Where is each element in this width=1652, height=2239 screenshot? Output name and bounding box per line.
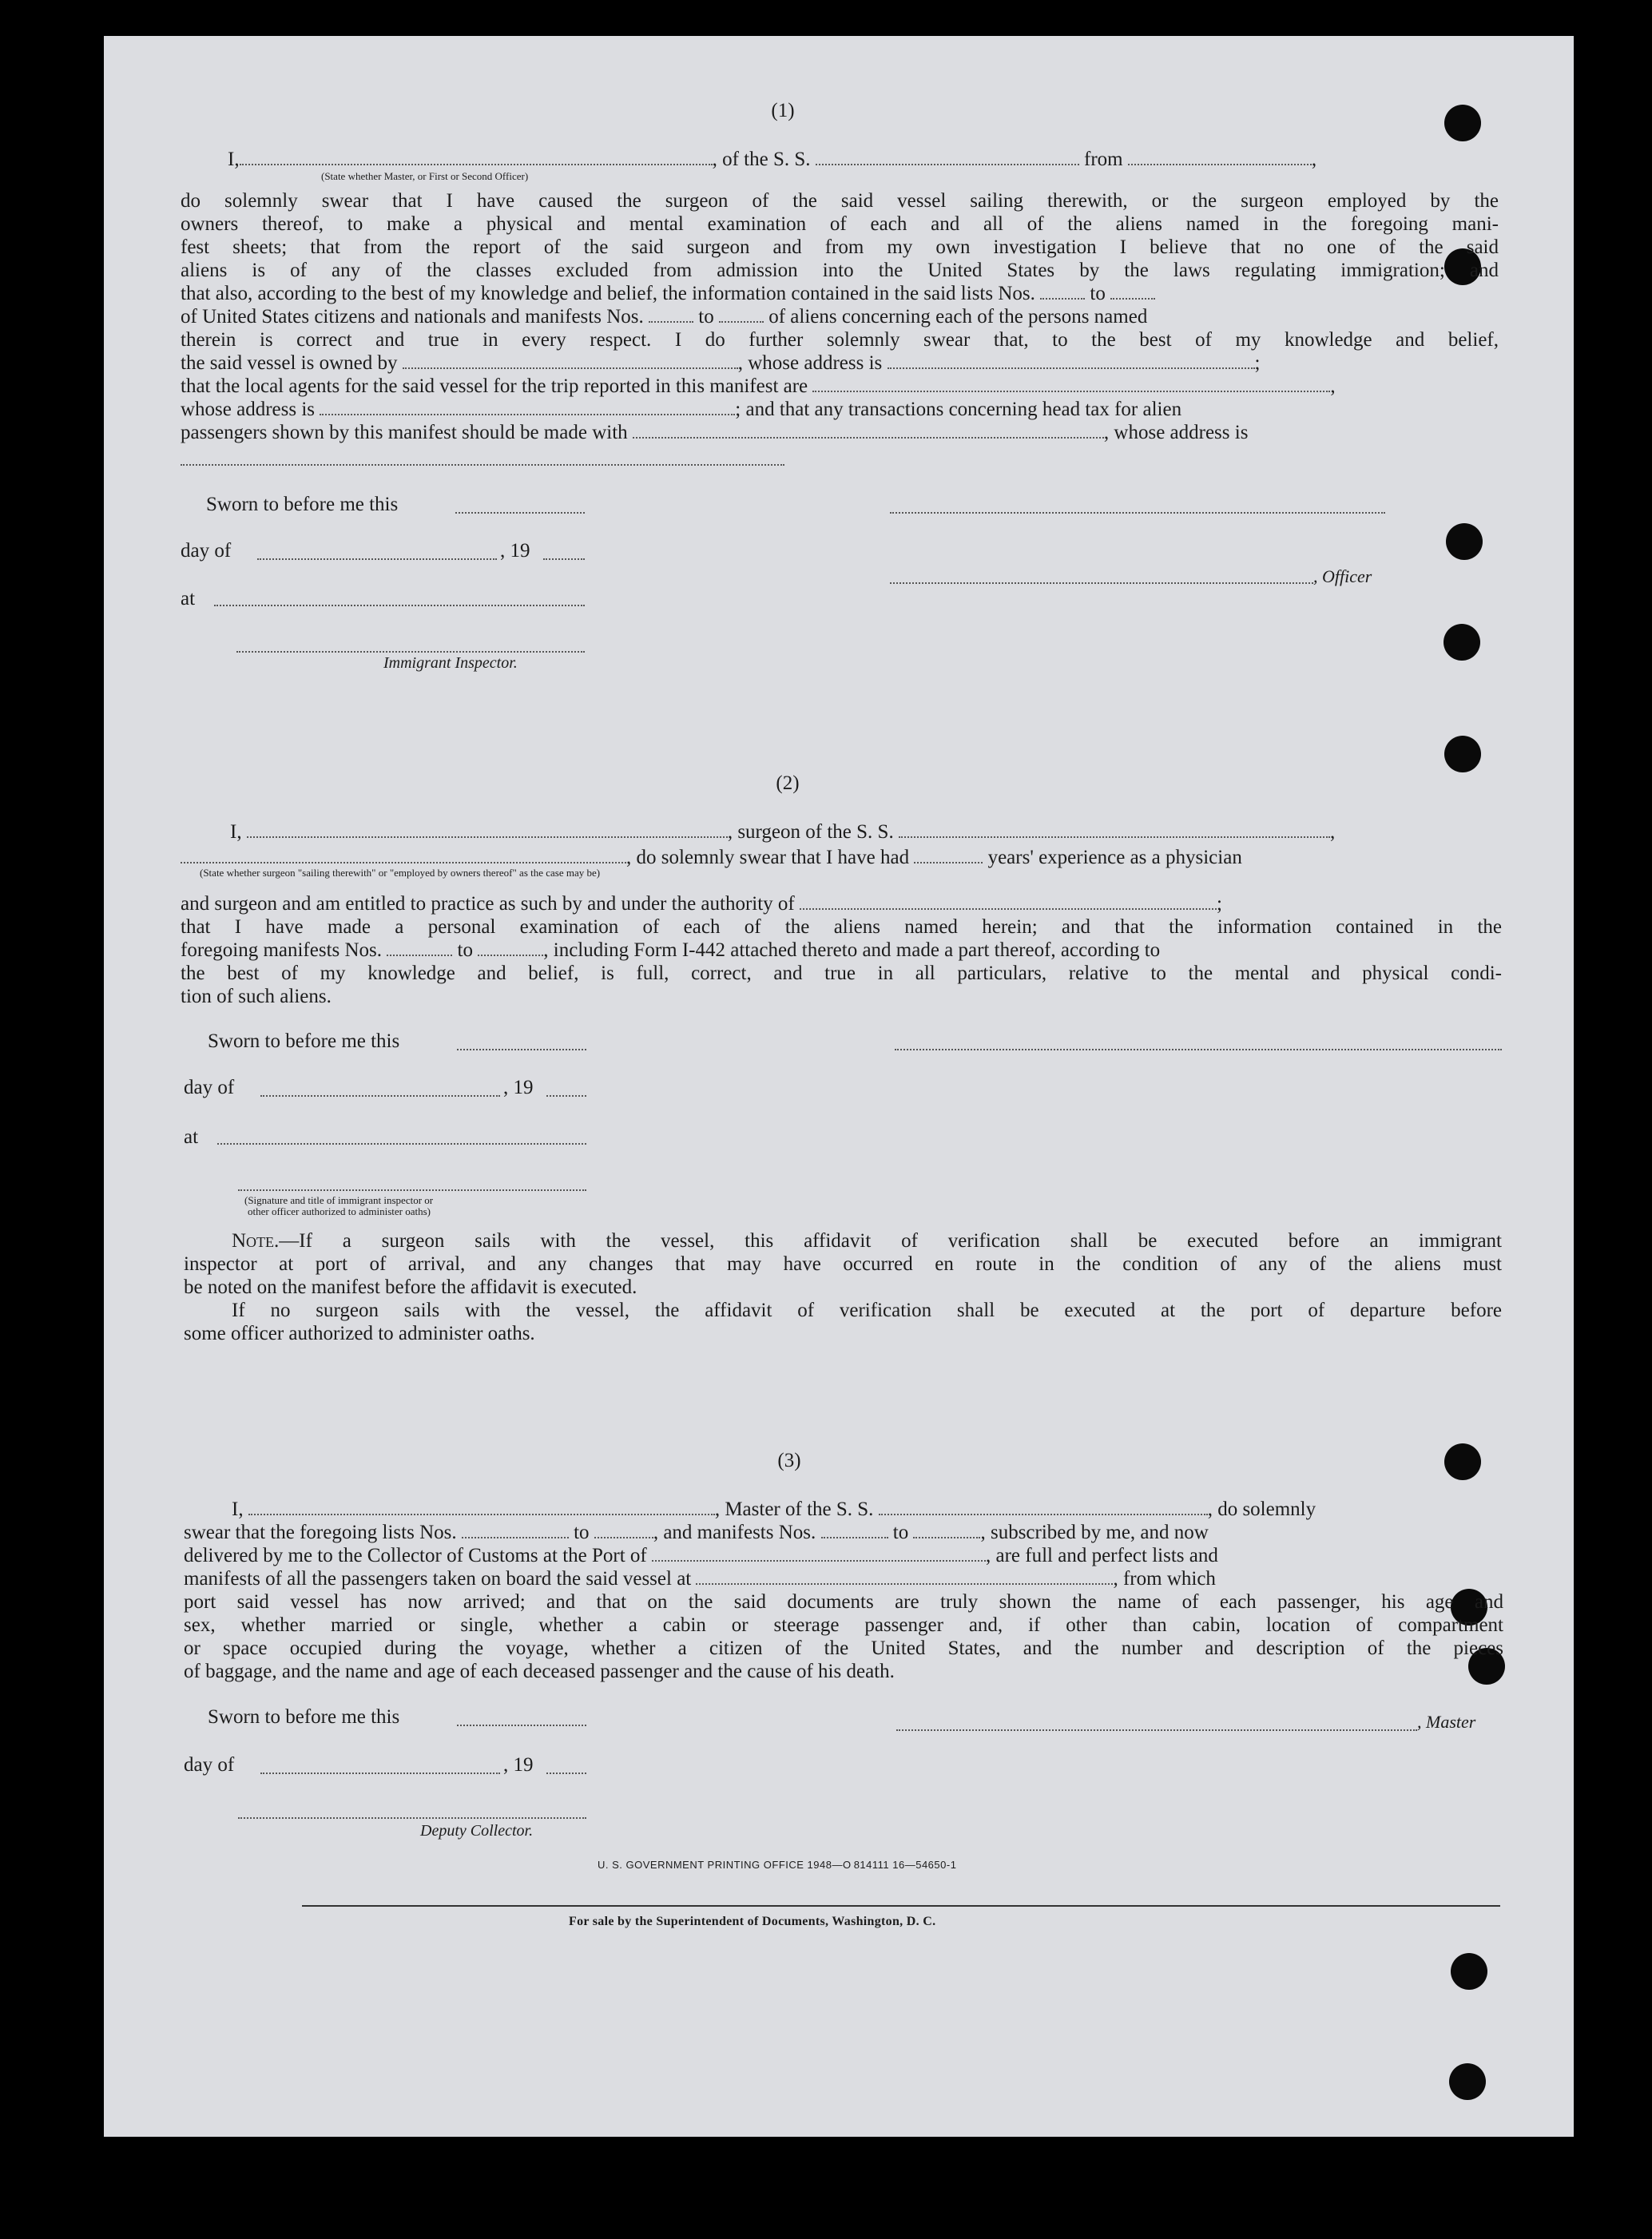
owner-field[interactable] [403, 351, 738, 369]
officer-label: , Officer [1313, 566, 1372, 586]
lists-from-field[interactable] [1040, 282, 1085, 300]
oath-line [230, 820, 1502, 844]
text: , whose address is [1103, 422, 1249, 443]
paragraph-line: owners thereof, to make a physical and mental examination of each and all of the aliens named in the foregoing mani- [181, 213, 1499, 235]
text: from [1084, 149, 1123, 170]
text: , [1329, 821, 1336, 843]
paragraph-line [181, 398, 1499, 421]
master-label: , Master [1417, 1712, 1476, 1732]
manifests-to-field[interactable] [913, 1521, 980, 1538]
text: to [457, 939, 473, 961]
text: I, [230, 821, 242, 843]
lists-to-field[interactable] [594, 1521, 653, 1538]
paragraph-line: of baggage, and the name and age of each deceased passenger and the cause of his death. [184, 1661, 895, 1682]
surgeon-status-field[interactable] [181, 846, 626, 863]
lists-to-field[interactable] [1110, 282, 1155, 300]
master-signature-field[interactable] [896, 1729, 1417, 1731]
text: , from which [1113, 1568, 1216, 1590]
paragraph-line: sex, whether married or single, whether a cabin or steerage passenger and, if other than cabin, location of compartment [184, 1614, 1503, 1636]
surgeon-name-field[interactable] [247, 820, 728, 838]
local-agents-field[interactable] [812, 375, 1330, 392]
text: , are full and perfect lists and [986, 1545, 1218, 1566]
note-label: Note. [232, 1230, 280, 1252]
signature-caption: other officer authorized to administer oaths) [248, 1205, 431, 1217]
collector-signature-field[interactable] [238, 1817, 586, 1819]
section-1-heading: (1) [771, 100, 795, 121]
paragraph-line [181, 282, 1499, 305]
manifests-to-field[interactable] [478, 939, 543, 956]
vessel-name-field[interactable] [816, 148, 1079, 165]
master-name-field[interactable] [248, 1498, 715, 1515]
day-of-label: day of [181, 540, 232, 562]
paragraph-line: that I have made a personal examination of each of the aliens named herein; and that the information contained in the [181, 916, 1502, 938]
text: years' experience as a physician [987, 847, 1242, 868]
paragraph-line [181, 375, 1499, 398]
manifests-from-field[interactable] [387, 939, 452, 956]
note-line: If no surgeon sails with the vessel, the affidavit of verification shall be executed at the port of departure before [232, 1300, 1502, 1321]
sworn-label: Sworn to before me this [208, 1030, 400, 1052]
paragraph-line: do solemnly swear that I have caused the surgeon of the said vessel sailing therewith, or the surgeon employed by the [181, 190, 1499, 212]
head-tax-address-field[interactable] [181, 464, 784, 466]
day-of-field[interactable] [257, 558, 497, 560]
punch-hole [1444, 105, 1481, 141]
paragraph-line [181, 421, 1499, 444]
oath-line [228, 148, 1498, 171]
sworn-date-field[interactable] [455, 512, 585, 514]
paragraph-line: tion of such aliens. [181, 986, 332, 1007]
text: that the local agents for the said vessel for the trip reported in this manifest are [181, 375, 808, 397]
text: , subscribed by me, and now [980, 1522, 1209, 1543]
owner-address-field[interactable] [888, 351, 1255, 369]
year-label: , 19 [503, 1077, 534, 1098]
inspector-signature-field[interactable] [236, 651, 585, 653]
text: , do solemnly swear that I have had [626, 847, 910, 868]
rank-field[interactable] [240, 148, 713, 165]
year-label: , 19 [503, 1754, 534, 1776]
text: , [1330, 375, 1336, 397]
years-field[interactable] [914, 846, 983, 863]
oath-line [184, 1521, 1503, 1544]
lists-from-field[interactable] [462, 1521, 569, 1538]
year-field[interactable] [546, 1773, 586, 1774]
text: , including Form I-442 attached thereto and made a part thereof, according to [543, 939, 1161, 961]
officer-signature-field[interactable] [890, 512, 1385, 514]
text: passengers shown by this manifest should be made with [181, 422, 628, 443]
oath-line [232, 1498, 1503, 1521]
paragraph-line [181, 939, 1502, 962]
text: of United States citizens and nationals and manifests Nos. [181, 306, 644, 328]
text: swear that the foregoing lists Nos. [184, 1522, 457, 1543]
text: and surgeon and am entitled to practice as such by and under the authority of [181, 893, 795, 915]
inspector-signature-field[interactable] [238, 1189, 586, 1191]
paragraph-line: aliens is of any of the classes excluded from admission into the United States by the laws regulating immigration; and [181, 260, 1499, 281]
note-line: be noted on the manifest before the affidavit is executed. [184, 1276, 637, 1298]
section-3-heading: (3) [777, 1450, 801, 1471]
text: delivered by me to the Collector of Customs at the Port of [184, 1545, 647, 1566]
punch-hole [1444, 624, 1480, 661]
text: ; [1217, 893, 1222, 915]
paragraph-line: the best of my knowledge and belief, is full, correct, and true in all particulars, relative to the mental and physical condi- [181, 963, 1502, 984]
paragraph-line [181, 305, 1499, 328]
text: foregoing manifests Nos. [181, 939, 383, 961]
day-of-field[interactable] [260, 1773, 500, 1774]
form-page [104, 36, 1574, 2137]
text: the said vessel is owned by [181, 352, 398, 374]
text: , and manifests Nos. [653, 1522, 816, 1543]
printer-imprint: U. S. GOVERNMENT PRINTING OFFICE 1948—O 814111 16—54650-1 [598, 1859, 957, 1871]
text: to [892, 1522, 909, 1543]
text: —If a surgeon sails with the vessel, this affidavit of verification shall be executed before an immigrant [279, 1230, 1502, 1252]
text: ; and that any transactions concerning head tax for alien [735, 399, 1182, 420]
punch-hole [1451, 1953, 1487, 1990]
authority-field[interactable] [800, 892, 1217, 910]
agents-address-field[interactable] [320, 398, 735, 415]
rank-caption: (State whether Master, or First or Second Officer) [321, 170, 529, 182]
at-label: at [181, 588, 196, 609]
sworn-label: Sworn to before me this [208, 1706, 400, 1728]
text: I, [232, 1499, 244, 1520]
surgeon-signature-field[interactable] [895, 1049, 1502, 1050]
at-field[interactable] [214, 605, 585, 606]
day-of-label: day of [184, 1077, 235, 1098]
surgeon-status-caption: (State whether surgeon "sailing therewith" or "employed by owners thereof" as the case may be) [200, 867, 601, 879]
note-line [232, 1229, 1502, 1252]
manifests-to-field[interactable] [719, 305, 764, 323]
paragraph-line: port said vessel has now arrived; and that on the said documents are truly shown the name of each passenger, his age and [184, 1591, 1503, 1613]
text: that also, according to the best of my knowledge and belief, the information contained in the said lists Nos. [181, 283, 1035, 304]
text: of aliens concerning each of the persons named [768, 306, 1148, 328]
text: to [574, 1522, 590, 1543]
signature-caption: (Signature and title of immigrant inspector or [244, 1194, 434, 1206]
text: , of the S. S. [712, 149, 811, 170]
at-label: at [184, 1126, 199, 1148]
text: whose address is [181, 399, 316, 420]
sworn-date-field[interactable] [457, 1049, 586, 1050]
sale-notice: For sale by the Superintendent of Documents, Washington, D. C. [569, 1915, 936, 1928]
paragraph-line: therein is correct and true in every respect. I do further solemnly swear that, to the best of my knowledge and belief, [181, 329, 1499, 351]
vessel-name-field[interactable] [899, 820, 1330, 838]
paragraph-line [181, 351, 1499, 375]
text: to [1090, 283, 1106, 304]
year-field[interactable] [546, 1095, 586, 1097]
vessel-name-field[interactable] [879, 1498, 1208, 1515]
officer-title-field[interactable] [890, 582, 1313, 584]
footer-rule [302, 1905, 1500, 1907]
punch-hole [1444, 1443, 1481, 1480]
note-line: inspector at port of arrival, and any changes that may have occurred en route in the condition of any of the aliens must [184, 1253, 1502, 1275]
manifests-from-field[interactable] [649, 305, 693, 323]
sworn-date-field[interactable] [457, 1725, 586, 1726]
text: ; [1254, 352, 1261, 374]
paragraph-line: or space occupied during the voyage, whether a citizen of the United States, and the number and description of the pieces [184, 1638, 1503, 1659]
text: , do solemnly [1207, 1499, 1316, 1520]
year-field[interactable] [543, 558, 585, 560]
port-from-field[interactable] [1128, 148, 1312, 165]
text: , Master of the S. S. [714, 1499, 874, 1520]
year-label: , 19 [500, 540, 530, 562]
note-line: some officer authorized to administer oaths. [184, 1323, 535, 1344]
text: , surgeon of the S. S. [727, 821, 894, 843]
day-of-field[interactable] [260, 1095, 500, 1097]
paragraph-line [181, 892, 1502, 915]
boarding-port-field[interactable] [696, 1567, 1113, 1585]
text: , whose address is [737, 352, 883, 374]
text: , [1311, 149, 1317, 170]
punch-hole [1446, 523, 1483, 560]
text: to [698, 306, 714, 328]
manifests-from-field[interactable] [821, 1521, 888, 1538]
at-field[interactable] [217, 1143, 586, 1145]
oath-line [184, 1544, 1503, 1567]
oath-line [184, 1567, 1503, 1590]
paragraph-line: fest sheets; that from the report of the said surgeon and from my own investigation I believe that no one of the said [181, 236, 1499, 258]
day-of-label: day of [184, 1754, 235, 1776]
inspector-label: Immigrant Inspector. [383, 654, 518, 672]
punch-hole [1444, 736, 1481, 772]
section-2-heading: (2) [776, 772, 800, 794]
sworn-label: Sworn to before me this [206, 494, 399, 515]
text: manifests of all the passengers taken on board the said vessel at [184, 1568, 692, 1590]
punch-hole [1449, 2063, 1486, 2100]
head-tax-party-field[interactable] [633, 421, 1104, 439]
port-field[interactable] [652, 1544, 986, 1562]
oath-line [181, 846, 1502, 869]
collector-label: Deputy Collector. [420, 1822, 534, 1840]
text: I, [228, 149, 240, 170]
